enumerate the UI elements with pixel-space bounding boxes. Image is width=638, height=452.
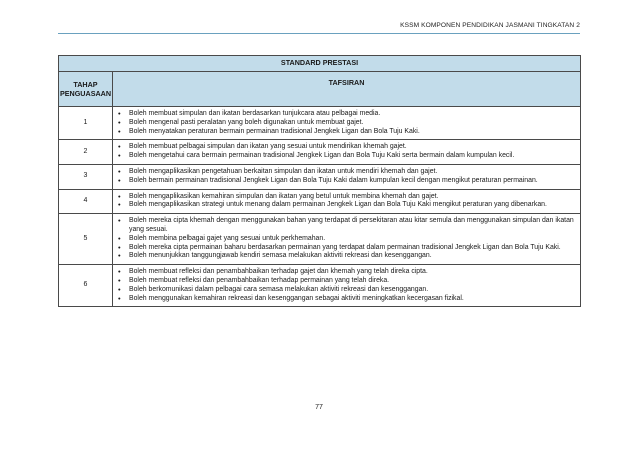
level-cell: 6 bbox=[59, 265, 113, 307]
standard-prestasi-table bbox=[58, 55, 581, 307]
table-body bbox=[59, 107, 581, 307]
tafsiran-cell bbox=[113, 265, 581, 307]
descriptor-item: • Boleh berkomunikasi dalam pelbagai cara semasa melakukan aktiviti rekreasi dan kesenggangan. bbox=[113, 286, 576, 295]
descriptor-item: • Boleh mereka cipta permainan baharu berdasarkan permainan yang terdapat dalam permainan tradisional Jengkek Ligan dan Bola Tuju Kaki. bbox=[113, 244, 576, 253]
descriptor-item: • Boleh mengenal pasti peralatan yang boleh digunakan untuk membuat gajet. bbox=[113, 119, 576, 128]
descriptor-list bbox=[113, 140, 580, 164]
descriptor-item: • Boleh mengaplikasikan kemahiran simpulan dan ikatan yang betul untuk membina khemah dan gajet. bbox=[113, 193, 576, 202]
descriptor-item: • Boleh menggunakan kemahiran rekreasi dan kesenggangan sebagai aktiviti meningkatkan kecergasan fizikal. bbox=[113, 295, 576, 304]
table-row bbox=[59, 107, 581, 140]
level-cell: 4 bbox=[59, 189, 113, 214]
level-cell: 3 bbox=[59, 164, 113, 189]
descriptor-item: • Boleh bermain permainan tradisional Jengkek Ligan dan Bola Tuju Kaki dalam kumpulan kecil dengan mengikut peraturan permainan. bbox=[113, 177, 576, 186]
descriptor-item: • Boleh membina pelbagai gajet yang sesuai untuk perkhemahan. bbox=[113, 235, 576, 244]
document-header: KSSM KOMPONEN PENDIDIKAN JASMANI TINGKATAN 2 bbox=[400, 22, 580, 29]
level-cell: 5 bbox=[59, 214, 113, 265]
descriptor-list bbox=[113, 265, 580, 306]
descriptor-list bbox=[113, 165, 580, 189]
page-number: 77 bbox=[315, 404, 323, 411]
descriptor-item: • Boleh membuat pelbagai simpulan dan ikatan yang sesuai untuk mendirikan khemah gajet. bbox=[113, 143, 576, 152]
descriptor-item: • Boleh mengetahui cara bermain permainan tradisional Jengkek Ligan dan Bola Tuju Kaki serta bermain dalam kumpulan kecil. bbox=[113, 152, 576, 161]
table-title: STANDARD PRESTASI bbox=[59, 56, 581, 72]
descriptor-item: • Boleh menunjukkan tanggungjawab kendiri semasa melakukan aktiviti rekreasi dan kesenggangan. bbox=[113, 252, 576, 261]
descriptor-item: • Boleh mengaplikasikan pengetahuan berkaitan simpulan dan ikatan untuk mendiri khemah dan gajet. bbox=[113, 168, 576, 177]
descriptor-item: • Boleh mereka cipta khemah dengan menggunakan bahan yang terdapat di persekitaran atau kitar semula dan menggunakan simpulan dan ikatan yang sesuai. bbox=[113, 217, 576, 235]
table-row bbox=[59, 214, 581, 265]
descriptor-list bbox=[113, 190, 580, 214]
table-row bbox=[59, 265, 581, 307]
level-cell: 1 bbox=[59, 107, 113, 140]
table-row bbox=[59, 140, 581, 165]
tafsiran-cell bbox=[113, 164, 581, 189]
tafsiran-cell bbox=[113, 189, 581, 214]
descriptor-list bbox=[113, 107, 580, 139]
column-header-tahap-penguasaan: TAHAP PENGUASAAN bbox=[59, 72, 113, 107]
header-divider bbox=[58, 33, 580, 34]
tafsiran-cell bbox=[113, 214, 581, 265]
descriptor-item: • Boleh membuat refleksi dan penambahbaikan terhadap permainan yang telah direka. bbox=[113, 277, 576, 286]
column-header-tafsiran: TAFSIRAN bbox=[113, 72, 581, 107]
descriptor-item: • Boleh menyatakan peraturan bermain permainan tradisional Jengkek Ligan dan Bola Tuju Kaki. bbox=[113, 128, 576, 137]
table-row bbox=[59, 189, 581, 214]
tafsiran-cell bbox=[113, 107, 581, 140]
descriptor-item: • Boleh membuat simpulan dan ikatan berdasarkan tunjukcara atau pelbagai media. bbox=[113, 110, 576, 119]
level-cell: 2 bbox=[59, 140, 113, 165]
tafsiran-cell bbox=[113, 140, 581, 165]
descriptor-item: • Boleh mengaplikasikan strategi untuk menang dalam permainan Jengkek Ligan dan Bola Tuju Kaki mengikut peraturan yang dibenarkan. bbox=[113, 201, 576, 210]
descriptor-list bbox=[113, 214, 580, 264]
table-row bbox=[59, 164, 581, 189]
descriptor-item: • Boleh membuat refleksi dan penambahbaikan terhadap gajet dan khemah yang telah direka cipta. bbox=[113, 268, 576, 277]
